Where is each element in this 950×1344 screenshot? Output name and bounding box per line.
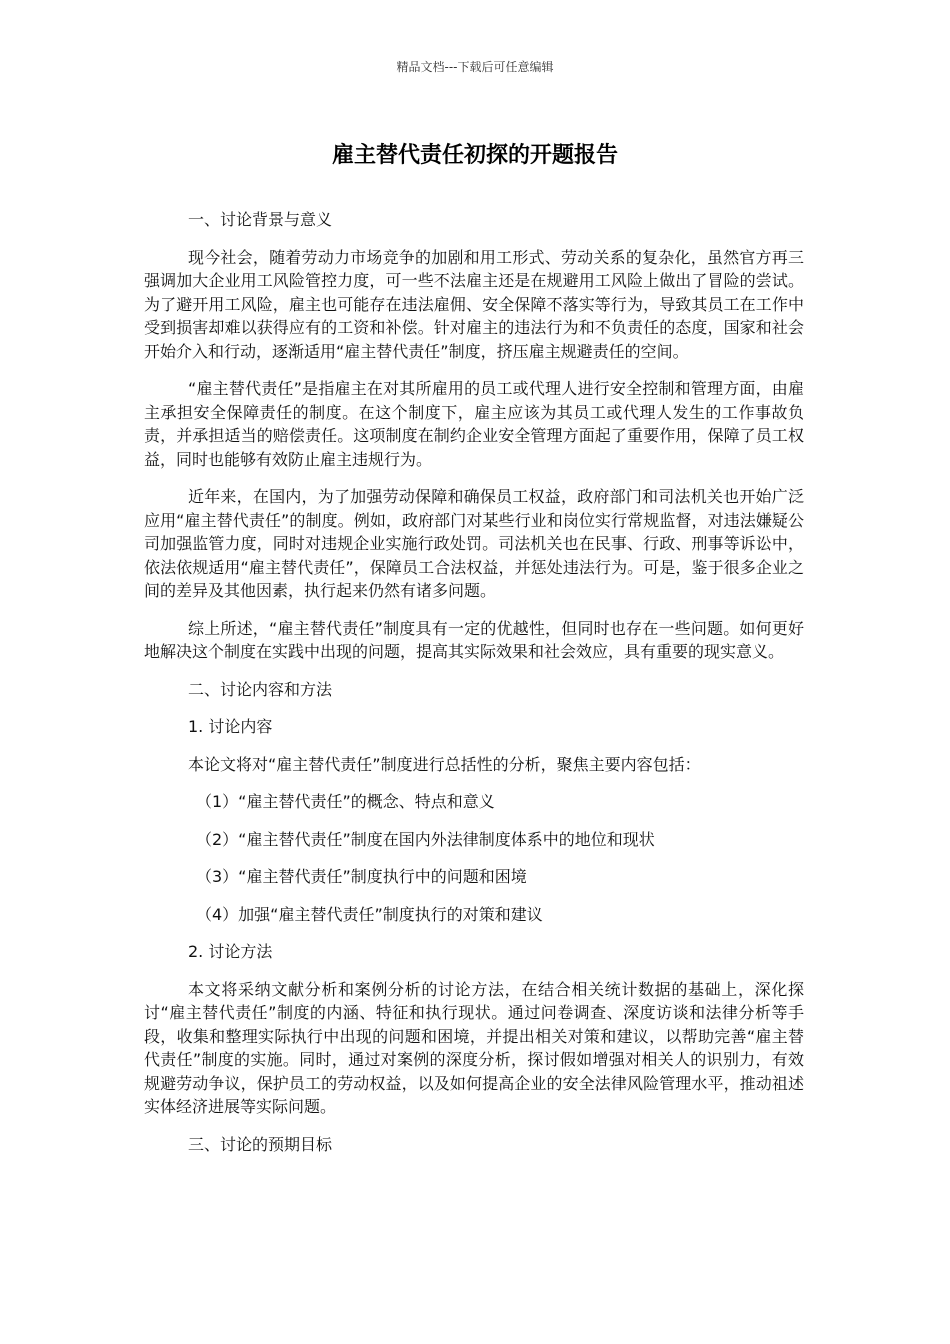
paragraph: 现今社会，随着劳动力市场竞争的加剧和用工形式、劳动关系的复杂化，虽然官方再三强调加大企业用工风险管控力度，可一些不法雇主还是在规避用工风险上做出了冒险的尝试。为了避开用工风险，雇主也可能存在违法雇佣、安全保障不落实等行为，导致其员工在工作中受到损害却难以获得应有的工资和补偿。针对雇主的违法行为和不负责任的态度，国家和社会开始介入和行动，逐渐适用“雇主替代责任”制度，挤压雇主规避责任的空间。 bbox=[144, 247, 804, 361]
subsection-heading-content: 1. 讨论内容 bbox=[188, 717, 273, 736]
list-item: （4）加强“雇主替代责任”制度执行的对策和建议 bbox=[196, 904, 543, 924]
document-title: 雇主替代责任初探的开题报告 bbox=[331, 143, 618, 168]
paragraph: 近年来，在国内，为了加强劳动保障和确保员工权益，政府部门和司法机关也开始广泛应用“雇主替代责任”的制度。例如，政府部门对某些行业和岗位实行常规监督，对违法嫌疑公司加强监管力度，同时对违规企业实施行政处罚。司法机关也在民事、行政、刑事等诉讼中，依法依规适用“雇主替代责任”，保障员工合法权益，并惩处违法行为。可是，鉴于很多企业之间的差异及其他因素，执行起来仍然有诸多问题。 bbox=[144, 487, 804, 600]
paragraph: “雇主替代责任”是指雇主在对其所雇用的员工或代理人进行安全控制和管理方面，由雇主承担安全保障责任的制度。在这个制度下，雇主应该为其员工或代理人发生的工作事故负责，并承担适当的赔偿责任。这项制度在制约企业安全管理方面起了重要作用，保障了员工权益，同时也能够有效防止雇主违规行为。 bbox=[144, 379, 804, 469]
page-header-note: 精品文档---下载后可任意编辑 bbox=[396, 60, 554, 74]
subsection-heading-methods: 2. 讨论方法 bbox=[188, 942, 273, 961]
subsection-intro: 本论文将对“雇主替代责任”制度进行总括性的分析，聚焦主要内容包括： bbox=[188, 754, 701, 774]
paragraph: 综上所述，“雇主替代责任”制度具有一定的优越性，但同时也存在一些问题。如何更好地解决这个制度在实践中出现的问题，提高其实际效果和社会效应，具有重要的现实意义。 bbox=[144, 618, 804, 661]
list-item: （1）“雇主替代责任”的概念、特点和意义 bbox=[196, 792, 495, 811]
section-heading-content-methods: 二、讨论内容和方法 bbox=[188, 679, 333, 699]
list-item: （2）“雇主替代责任”制度在国内外法律制度体系中的地位和现状 bbox=[196, 829, 655, 849]
section-heading-background: 一、讨论背景与意义 bbox=[188, 210, 333, 229]
paragraph: 本文将采纳文献分析和案例分析的讨论方法，在结合相关统计数据的基础上，深化探讨“雇主替代责任”制度的内涵、特征和执行现状。通过问卷调查、深度访谈和法律分析等手段，收集和整理实际执行中出现的问题和困境，并提出相关对策和建议，以帮助完善“雇主替代责任”制度的实施。同时，通过对案例的深度分析，探讨假如增强对相关人的识别力，有效规避劳动争议，保护员工的劳动权益，以及如何提高企业的安全法律风险管理水平，推动祖述实体经济进展等实际问题。 bbox=[144, 979, 804, 1116]
list-item: （3）“雇主替代责任”制度执行中的问题和困境 bbox=[196, 867, 527, 886]
section-heading-expected-goals: 三、讨论的预期目标 bbox=[188, 1134, 333, 1154]
document-body bbox=[144, 208, 804, 1170]
